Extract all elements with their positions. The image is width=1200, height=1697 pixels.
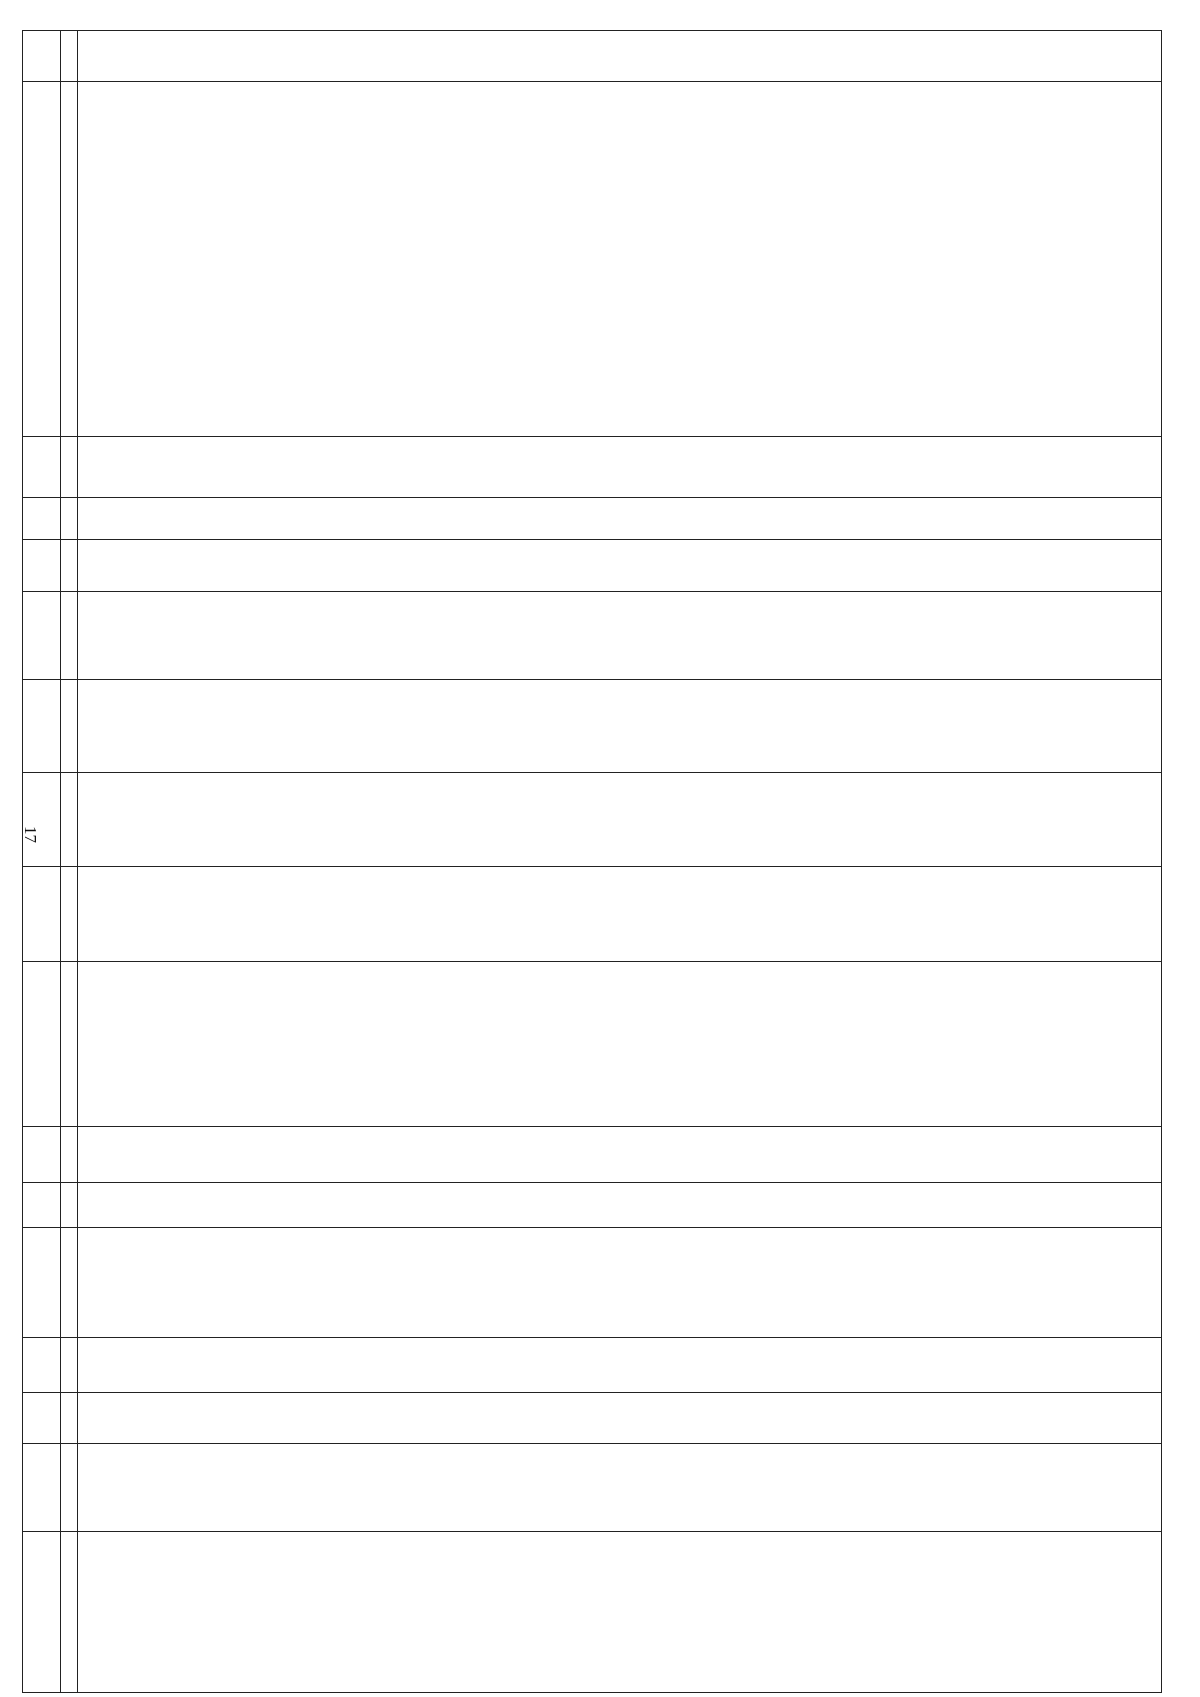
- column-rule: [23, 679, 1161, 680]
- column-rule: [23, 591, 1161, 592]
- column-rule: [23, 1392, 1161, 1393]
- column-rule: [23, 1337, 1161, 1338]
- column-rule: [23, 539, 1161, 540]
- column-rule: [23, 81, 1161, 82]
- column-rule: [23, 1531, 1161, 1532]
- column-rule: [23, 1182, 1161, 1183]
- header-rule: [77, 31, 78, 1692]
- page-number: 17: [21, 826, 40, 843]
- header-rule: [60, 31, 61, 1692]
- column-rule: [23, 436, 1161, 437]
- repair-plan-table: [22, 30, 1162, 1693]
- column-rule: [23, 866, 1161, 867]
- column-rule: [23, 1443, 1161, 1444]
- column-rule: [23, 497, 1161, 498]
- column-rule: [23, 772, 1161, 773]
- column-rule: [23, 961, 1161, 962]
- column-rule: [23, 1126, 1161, 1127]
- column-rule: [23, 1227, 1161, 1228]
